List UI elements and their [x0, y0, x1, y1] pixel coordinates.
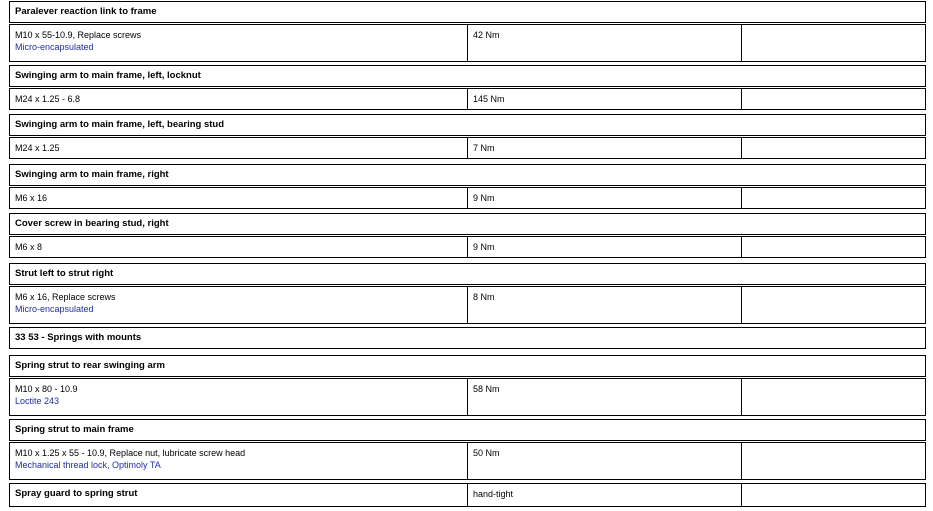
section-spray-guard	[9, 483, 926, 507]
torque-cell: 8 Nm	[468, 287, 742, 323]
spec-text: M10 x 1.25 x 55 - 10.9, Replace nut, lubricate screw head	[15, 448, 246, 458]
spec-note: Loctite 243	[15, 396, 60, 406]
torque-cell: hand-tight	[468, 484, 742, 506]
empty-cell	[742, 188, 925, 208]
spec-cell: M24 x 1.25 - 6.8	[10, 89, 468, 109]
table-row	[9, 286, 926, 324]
spec-cell: M24 x 1.25	[10, 138, 468, 158]
spec-text: M10 x 80 - 10.9	[15, 384, 78, 394]
section-title: Spring strut to main frame	[9, 419, 926, 441]
section-swing-arm-left-stud	[9, 114, 926, 159]
table-row	[9, 88, 926, 110]
section-title: Spray guard to spring strut	[10, 484, 468, 506]
spec-note: Micro-encapsulated	[15, 304, 94, 314]
spec-cell: M6 x 16	[10, 188, 468, 208]
torque-cell: 50 Nm	[468, 443, 742, 479]
section-cover-screw	[9, 213, 926, 258]
spec-cell	[10, 443, 468, 479]
torque-cell: 58 Nm	[468, 379, 742, 415]
table-row	[9, 24, 926, 62]
spec-cell	[10, 379, 468, 415]
empty-cell	[742, 25, 925, 61]
section-title: Swinging arm to main frame, left, bearing stud	[9, 114, 926, 136]
torque-cell: 9 Nm	[468, 237, 742, 257]
section-title: Swinging arm to main frame, right	[9, 164, 926, 186]
section-paralever	[9, 1, 926, 62]
table-row	[9, 137, 926, 159]
section-title: Spring strut to rear swinging arm	[9, 355, 926, 377]
section-title: Swinging arm to main frame, left, locknut	[9, 65, 926, 87]
empty-cell	[742, 379, 925, 415]
empty-cell	[742, 287, 925, 323]
spec-text: M6 x 16, Replace screws	[15, 292, 116, 302]
empty-cell	[742, 237, 925, 257]
section-swing-arm-left-locknut	[9, 65, 926, 110]
spec-text: M10 x 55-10.9, Replace screws	[15, 30, 142, 40]
section-title: Cover screw in bearing stud, right	[9, 213, 926, 235]
empty-cell	[742, 138, 925, 158]
spec-cell	[10, 25, 468, 61]
section-title: Paralever reaction link to frame	[9, 1, 926, 23]
table-row	[9, 378, 926, 416]
torque-cell: 9 Nm	[468, 188, 742, 208]
section-spring-strut-frame	[9, 419, 926, 480]
empty-cell	[742, 89, 925, 109]
section-spring-strut-rear	[9, 355, 926, 416]
table-row	[9, 236, 926, 258]
empty-cell	[742, 484, 925, 506]
spec-note: Micro-encapsulated	[15, 42, 94, 52]
torque-cell: 145 Nm	[468, 89, 742, 109]
spec-cell	[10, 287, 468, 323]
table-row	[9, 187, 926, 209]
torque-cell: 42 Nm	[468, 25, 742, 61]
section-strut	[9, 263, 926, 324]
empty-cell	[742, 443, 925, 479]
table-row	[9, 442, 926, 480]
spec-cell: M6 x 8	[10, 237, 468, 257]
group-heading: 33 53 - Springs with mounts	[9, 327, 926, 349]
spec-note: Mechanical thread lock, Optimoly TA	[15, 460, 161, 470]
section-swing-arm-right	[9, 164, 926, 209]
torque-cell: 7 Nm	[468, 138, 742, 158]
section-title: Strut left to strut right	[9, 263, 926, 285]
